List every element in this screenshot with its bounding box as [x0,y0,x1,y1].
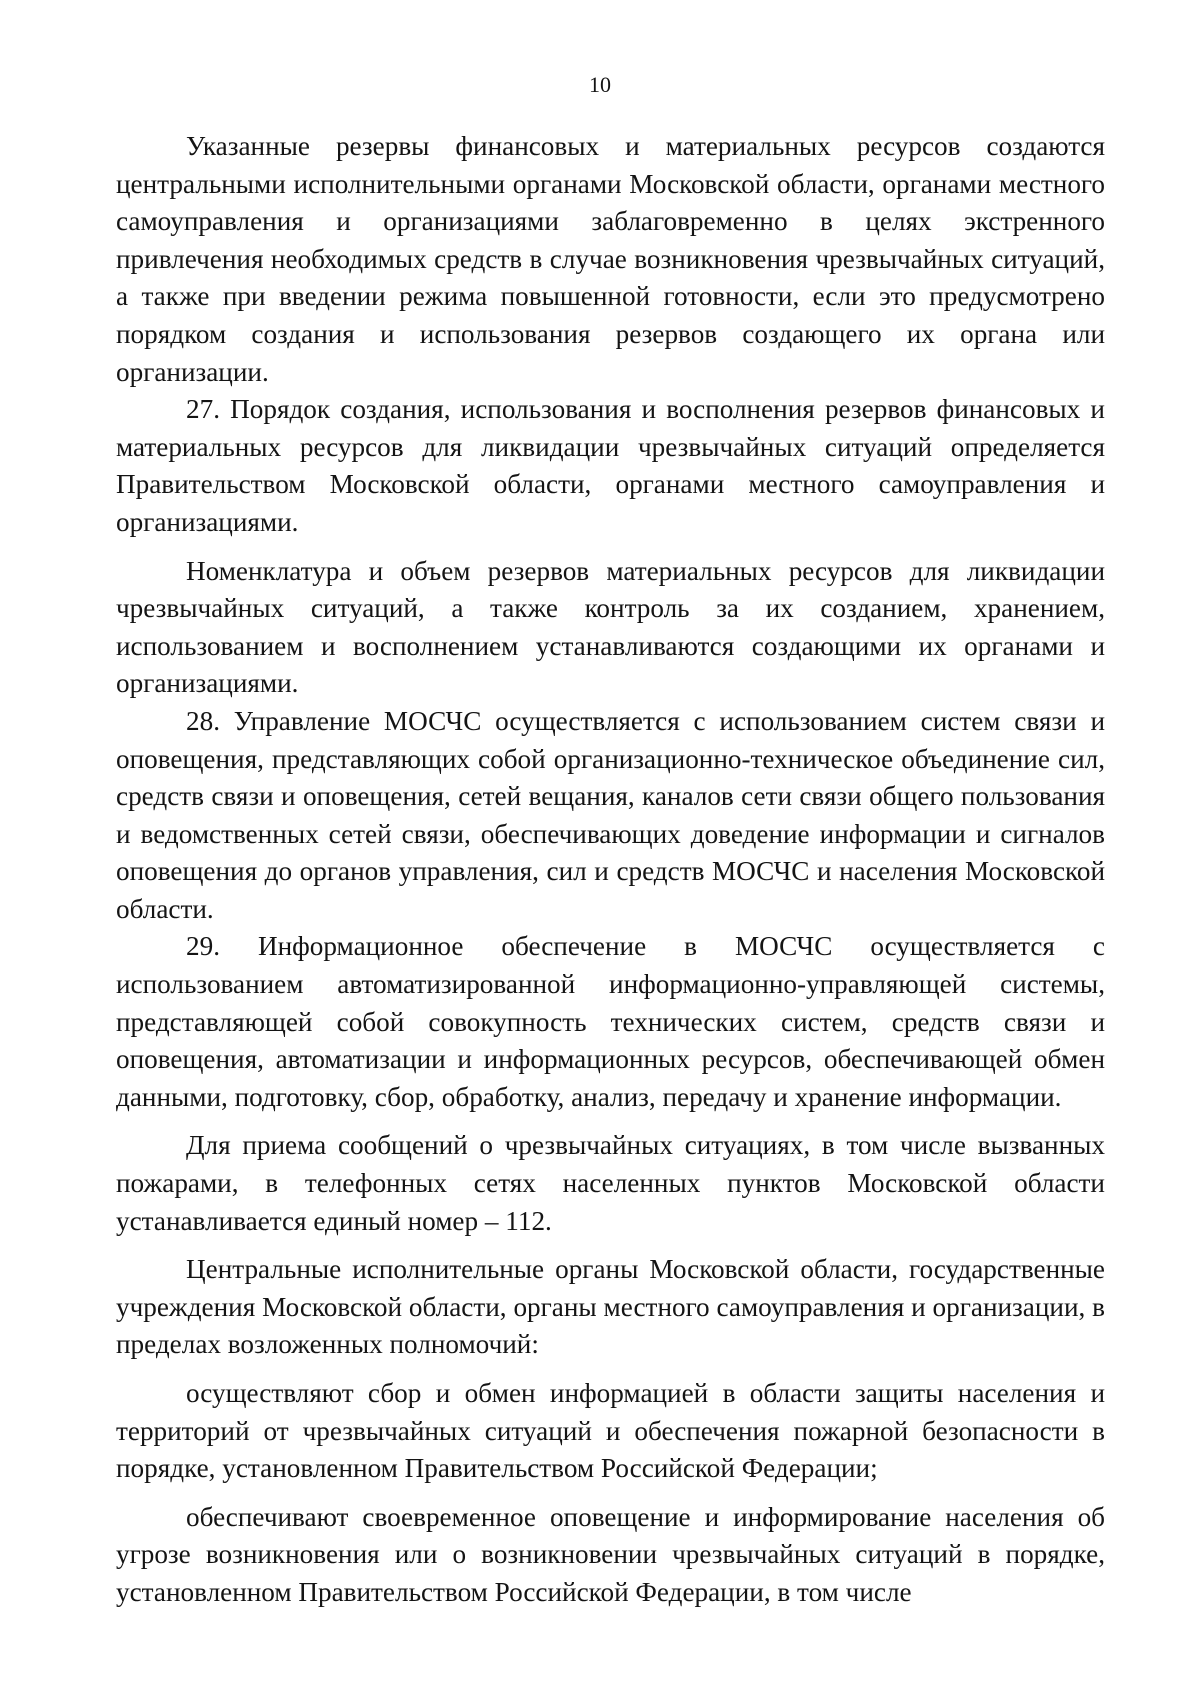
page-number: 10 [589,72,611,97]
paragraph-reserves-creation: Указанные резервы финансовых и материальных ресурсов создаются центральными исполнительными органами Московской области, органами местного самоуправления и организациями заблаговременно в целях экстренного привлечения необходимых средств в случае возникновения чрезвычайных ситуаций, а также при введении режима повышенной готовности, если это предусмотрено порядком создания и использования резервов создающего их органа или организации. [116,131,1105,387]
paragraph-emergency-number: Для приема сообщений о чрезвычайных ситуациях, в том числе вызванных пожарами, в телефонных сетях населенных пунктов Московской области устанавливается единый номер – 112. [116,1130,1105,1236]
paragraph-info-exchange: осуществляют сбор и обмен информацией в области защиты населения и территорий от чрезвычайных ситуаций и обеспечения пожарной безопасности в порядке, установленном Правительством Российской Федерации; [116,1378,1105,1484]
paragraph-central-bodies: Центральные исполнительные органы Московской области, государственные учреждения Московской области, органы местного самоуправления и организации, в пределах возложенных полномочий: [116,1254,1105,1360]
paragraph-28: 28. Управление МОСЧС осуществляется с использованием систем связи и оповещения, представляющих собой организационно-техническое объединение сил, средств связи и оповещения, сетей вещания, каналов сети связи общего пользования и ведомственных сетей связи, обеспечивающих доведение информации и сигналов оповещения до органов управления, сил и средств МОСЧС и населения Московской области. [116,705,1105,924]
document-body [116,128,1105,1612]
paragraph-nomenclature: Номенклатура и объем резервов материальных ресурсов для ликвидации чрезвычайных ситуаций, а также контроль за их созданием, хранением, использованием и восполнением устанавливаются создающими их органами и организациями. [116,555,1105,699]
paragraph-notification: обеспечивают своевременное оповещение и информирование населения об угрозе возникновения или о возникновении чрезвычайных ситуаций в порядке, установленном Правительством Российской Федерации, в том числе [116,1501,1105,1607]
paragraph-27: 27. Порядок создания, использования и восполнения резервов финансовых и материальных ресурсов для ликвидации чрезвычайных ситуаций определяется Правительством Московской области, органами местного самоуправления и организациями. [116,394,1105,537]
paragraph-29: 29. Информационное обеспечение в МОСЧС осуществляется с использованием автоматизированной информационно-управляющей системы, представляющей собой совокупность технических систем, средств связи и оповещения, автоматизации и информационных ресурсов, обеспечивающей обмен данными, подготовку, сбор, обработку, анализ, передачу и хранение информации. [116,931,1105,1112]
